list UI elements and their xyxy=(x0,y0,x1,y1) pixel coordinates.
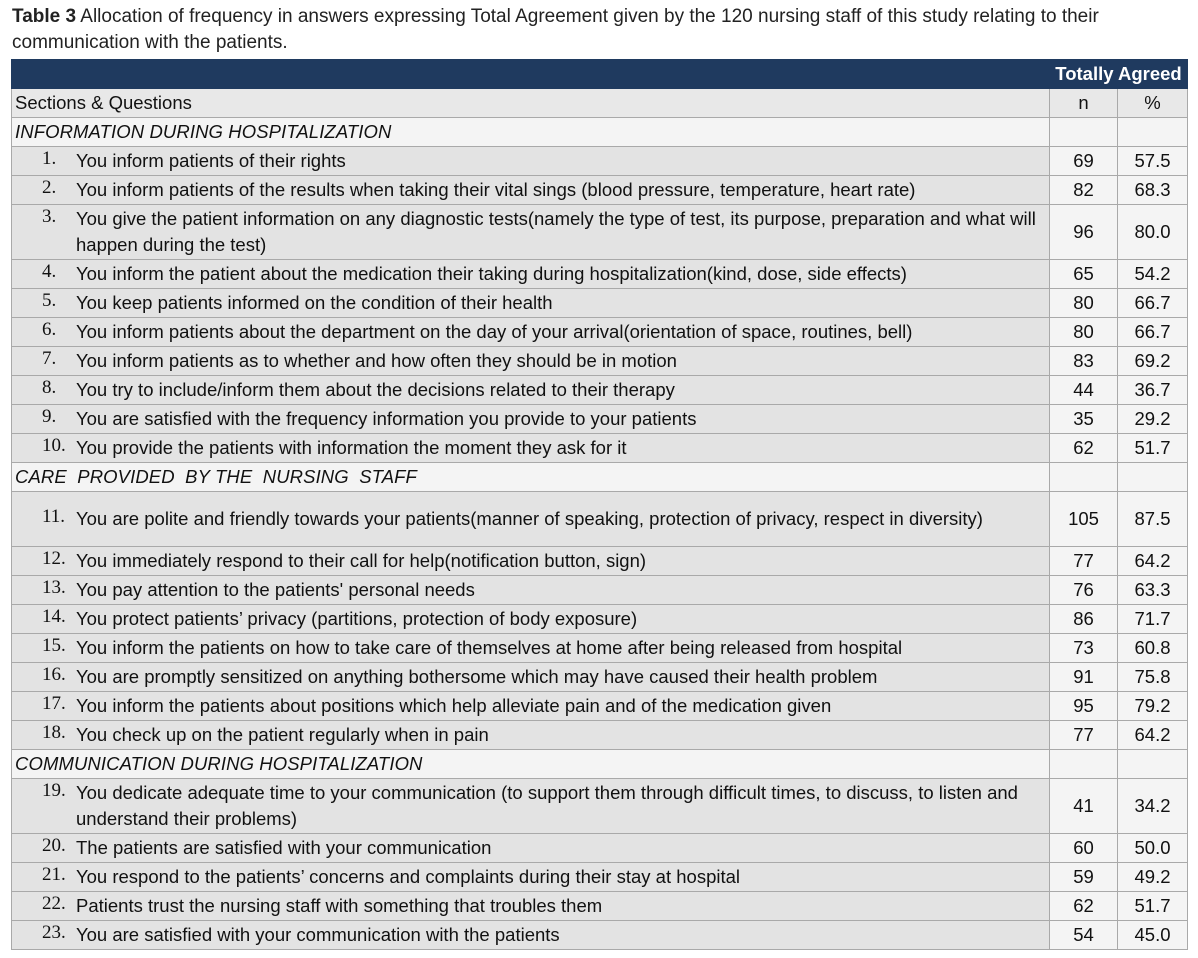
table-caption xyxy=(12,4,1188,56)
question-text: You are satisfied with the frequency information you provide to your patients xyxy=(76,408,697,429)
question-number: 21. xyxy=(42,864,66,885)
question-number: 20. xyxy=(42,835,66,856)
section-title: CARE PROVIDED BY THE NURSING STAFF xyxy=(12,463,1050,492)
section-n-blank xyxy=(1050,118,1118,147)
question-cell xyxy=(12,492,1050,547)
section-n-blank xyxy=(1050,750,1118,779)
percent-cell: 36.7 xyxy=(1118,376,1188,405)
percent-cell: 87.5 xyxy=(1118,492,1188,547)
percent-cell: 69.2 xyxy=(1118,347,1188,376)
section-pct-blank xyxy=(1118,463,1188,492)
count-cell: 65 xyxy=(1050,260,1118,289)
question-text: The patients are satisfied with your communication xyxy=(76,837,492,858)
percent-cell: 45.0 xyxy=(1118,921,1188,950)
question-text: You try to include/inform them about the decisions related to their therapy xyxy=(76,379,675,400)
question-number: 16. xyxy=(42,664,66,685)
count-cell: 62 xyxy=(1050,892,1118,921)
question-number: 15. xyxy=(42,635,66,656)
question-text: You respond to the patients’ concerns and complaints during their stay at hospital xyxy=(76,866,741,887)
data-table xyxy=(11,59,1188,950)
question-cell xyxy=(12,318,1050,347)
question-cell xyxy=(12,147,1050,176)
question-number: 23. xyxy=(42,922,66,943)
question-number: 8. xyxy=(42,377,57,398)
question-cell xyxy=(12,921,1050,950)
question-cell xyxy=(12,347,1050,376)
question-number: 12. xyxy=(42,548,66,569)
question-number: 17. xyxy=(42,693,66,714)
table-row xyxy=(12,347,1188,376)
table-row xyxy=(12,663,1188,692)
question-number: 11. xyxy=(42,506,66,527)
count-cell: 73 xyxy=(1050,634,1118,663)
count-cell: 86 xyxy=(1050,605,1118,634)
percent-cell: 50.0 xyxy=(1118,834,1188,863)
table-row xyxy=(12,434,1188,463)
count-cell: 91 xyxy=(1050,663,1118,692)
count-cell: 54 xyxy=(1050,921,1118,950)
count-cell: 62 xyxy=(1050,434,1118,463)
column-header-row xyxy=(12,89,1188,118)
question-cell xyxy=(12,576,1050,605)
question-number: 3. xyxy=(42,206,57,227)
table-row xyxy=(12,205,1188,260)
question-text: You inform the patients about positions which help alleviate pain and of the medication given xyxy=(76,695,832,716)
question-text: You are polite and friendly towards your patients(manner of speaking, protection of privacy, respect in diversity) xyxy=(76,508,983,529)
question-number: 4. xyxy=(42,261,57,282)
question-text: You dedicate adequate time to your communication (to support them through difficult times, to discuss, to listen and understand their problems) xyxy=(76,782,1018,829)
percent-cell: 64.2 xyxy=(1118,721,1188,750)
question-cell xyxy=(12,547,1050,576)
table-row xyxy=(12,576,1188,605)
table-row xyxy=(12,547,1188,576)
question-cell xyxy=(12,663,1050,692)
col-header-pct: % xyxy=(1118,89,1188,118)
section-n-blank xyxy=(1050,463,1118,492)
percent-cell: 66.7 xyxy=(1118,289,1188,318)
question-text: You inform the patient about the medication their taking during hospitalization(kind, dose, side effects) xyxy=(76,263,907,284)
count-cell: 41 xyxy=(1050,779,1118,834)
table-row xyxy=(12,405,1188,434)
col-header-n: n xyxy=(1050,89,1118,118)
section-pct-blank xyxy=(1118,750,1188,779)
count-cell: 95 xyxy=(1050,692,1118,721)
caption-text: Allocation of frequency in answers expressing Total Agreement given by the 120 nursing staff of this study relating to their communication with the patients. xyxy=(12,6,1099,53)
question-text: You give the patient information on any diagnostic tests(namely the type of test, its purpose, preparation and what will happen during the test) xyxy=(76,208,1036,255)
count-cell: 59 xyxy=(1050,863,1118,892)
question-number: 22. xyxy=(42,893,66,914)
count-cell: 80 xyxy=(1050,289,1118,318)
question-text: You inform the patients on how to take care of themselves at home after being released from hospital xyxy=(76,637,903,658)
question-text: You inform patients of the results when taking their vital sings (blood pressure, temperature, heart rate) xyxy=(76,179,916,200)
table-row xyxy=(12,376,1188,405)
question-number: 5. xyxy=(42,290,57,311)
section-title: INFORMATION DURING HOSPITALIZATION xyxy=(12,118,1050,147)
question-text: You protect patients’ privacy (partitions, protection of body exposure) xyxy=(76,608,638,629)
question-text: You are satisfied with your communication with the patients xyxy=(76,924,560,945)
percent-cell: 54.2 xyxy=(1118,260,1188,289)
question-text: Patients trust the nursing staff with something that troubles them xyxy=(76,895,603,916)
percent-cell: 29.2 xyxy=(1118,405,1188,434)
question-number: 9. xyxy=(42,406,57,427)
question-text: You check up on the patient regularly when in pain xyxy=(76,724,489,745)
count-cell: 82 xyxy=(1050,176,1118,205)
table-row xyxy=(12,260,1188,289)
section-pct-blank xyxy=(1118,118,1188,147)
count-cell: 105 xyxy=(1050,492,1118,547)
table-row xyxy=(12,605,1188,634)
question-cell xyxy=(12,434,1050,463)
table-row xyxy=(12,834,1188,863)
table-row xyxy=(12,779,1188,834)
question-text: You are promptly sensitized on anything bothersome which may have caused their health problem xyxy=(76,666,878,687)
table-row xyxy=(12,176,1188,205)
percent-cell: 57.5 xyxy=(1118,147,1188,176)
table-header-row xyxy=(12,60,1188,89)
table-row xyxy=(12,634,1188,663)
question-text: You pay attention to the patients' personal needs xyxy=(76,579,475,600)
question-number: 6. xyxy=(42,319,57,340)
col-header-questions: Sections & Questions xyxy=(12,89,1050,118)
table-row xyxy=(12,921,1188,950)
percent-cell: 80.0 xyxy=(1118,205,1188,260)
count-cell: 69 xyxy=(1050,147,1118,176)
question-cell xyxy=(12,692,1050,721)
percent-cell: 34.2 xyxy=(1118,779,1188,834)
count-cell: 83 xyxy=(1050,347,1118,376)
count-cell: 96 xyxy=(1050,205,1118,260)
question-text: You inform patients of their rights xyxy=(76,150,346,171)
table-row xyxy=(12,492,1188,547)
percent-cell: 71.7 xyxy=(1118,605,1188,634)
percent-cell: 79.2 xyxy=(1118,692,1188,721)
question-number: 14. xyxy=(42,606,66,627)
table-row xyxy=(12,863,1188,892)
table-row xyxy=(12,318,1188,347)
question-cell xyxy=(12,892,1050,921)
question-number: 2. xyxy=(42,177,57,198)
percent-cell: 75.8 xyxy=(1118,663,1188,692)
question-cell xyxy=(12,634,1050,663)
question-cell xyxy=(12,605,1050,634)
table-row xyxy=(12,721,1188,750)
question-number: 13. xyxy=(42,577,66,598)
section-row xyxy=(12,463,1188,492)
header-blank xyxy=(12,60,1050,89)
question-text: You provide the patients with information the moment they ask for it xyxy=(76,437,627,458)
section-row xyxy=(12,750,1188,779)
percent-cell: 68.3 xyxy=(1118,176,1188,205)
question-cell xyxy=(12,779,1050,834)
question-text: You inform patients as to whether and how often they should be in motion xyxy=(76,350,677,371)
table-row xyxy=(12,892,1188,921)
count-cell: 77 xyxy=(1050,721,1118,750)
percent-cell: 51.7 xyxy=(1118,434,1188,463)
question-number: 10. xyxy=(42,435,66,456)
percent-cell: 63.3 xyxy=(1118,576,1188,605)
count-cell: 76 xyxy=(1050,576,1118,605)
question-text: You keep patients informed on the condition of their health xyxy=(76,292,553,313)
question-number: 19. xyxy=(42,780,66,801)
question-cell xyxy=(12,260,1050,289)
question-text: You inform patients about the department on the day of your arrival(orientation of space, routines, bell) xyxy=(76,321,913,342)
group-header: Totally Agreed xyxy=(1050,60,1188,89)
section-title: COMMUNICATION DURING HOSPITALIZATION xyxy=(12,750,1050,779)
count-cell: 44 xyxy=(1050,376,1118,405)
section-row xyxy=(12,118,1188,147)
percent-cell: 60.8 xyxy=(1118,634,1188,663)
question-cell xyxy=(12,721,1050,750)
question-cell xyxy=(12,863,1050,892)
table-row xyxy=(12,289,1188,318)
percent-cell: 66.7 xyxy=(1118,318,1188,347)
question-cell xyxy=(12,205,1050,260)
percent-cell: 64.2 xyxy=(1118,547,1188,576)
percent-cell: 49.2 xyxy=(1118,863,1188,892)
question-cell xyxy=(12,176,1050,205)
count-cell: 60 xyxy=(1050,834,1118,863)
question-cell xyxy=(12,376,1050,405)
question-text: You immediately respond to their call for help(notification button, sign) xyxy=(76,550,647,571)
caption-label: Table 3 xyxy=(12,6,77,27)
count-cell: 80 xyxy=(1050,318,1118,347)
question-cell xyxy=(12,405,1050,434)
table-row xyxy=(12,692,1188,721)
question-cell xyxy=(12,289,1050,318)
question-cell xyxy=(12,834,1050,863)
count-cell: 35 xyxy=(1050,405,1118,434)
question-number: 7. xyxy=(42,348,57,369)
count-cell: 77 xyxy=(1050,547,1118,576)
question-number: 1. xyxy=(42,148,57,169)
percent-cell: 51.7 xyxy=(1118,892,1188,921)
table-row xyxy=(12,147,1188,176)
question-number: 18. xyxy=(42,722,66,743)
